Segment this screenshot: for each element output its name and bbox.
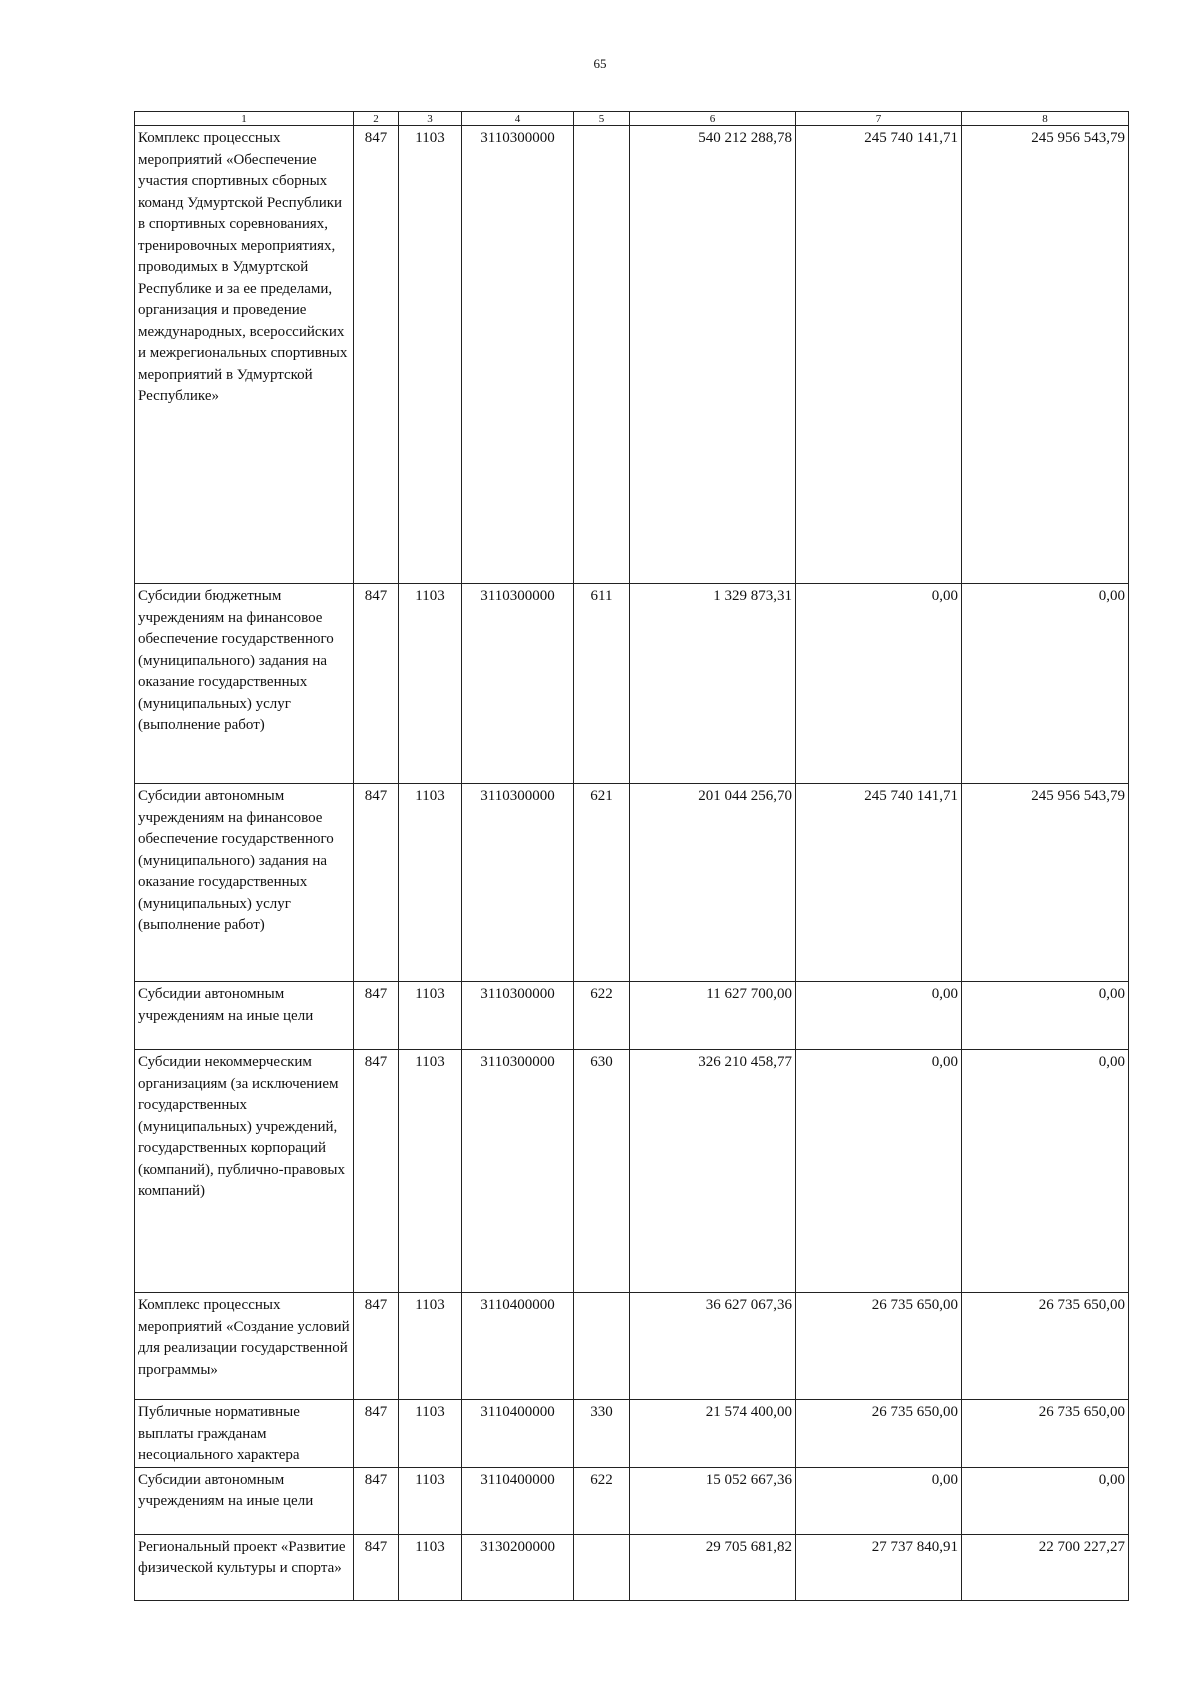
cell-amount: 0,00	[962, 1050, 1129, 1293]
cell-section: 1103	[399, 1534, 462, 1600]
cell-amount: 326 210 458,77	[630, 1050, 796, 1293]
cell-amount: 22 700 227,27	[962, 1534, 1129, 1600]
cell-type: 330	[574, 1400, 630, 1468]
cell-amount: 36 627 067,36	[630, 1293, 796, 1400]
cell-amount: 26 735 650,00	[796, 1293, 962, 1400]
column-header: 2	[354, 112, 399, 126]
cell-code: 847	[354, 584, 399, 784]
table-row	[135, 1467, 1129, 1534]
cell-type: 611	[574, 584, 630, 784]
cell-type	[574, 1534, 630, 1600]
row-name: Субсидии некоммерческим организациям (за исключением государственных (муниципальных) учреждений, государственных корпораций (компаний), публично-правовых компаний)	[135, 1050, 354, 1293]
cell-target: 3130200000	[462, 1534, 574, 1600]
cell-code: 847	[354, 1467, 399, 1534]
cell-target: 3110300000	[462, 126, 574, 584]
table-row	[135, 584, 1129, 784]
cell-amount: 245 740 141,71	[796, 126, 962, 584]
column-header: 4	[462, 112, 574, 126]
cell-code: 847	[354, 1293, 399, 1400]
row-name: Субсидии автономным учреждениям на финансовое обеспечение государственного (муниципального) задания на оказание государственных (муниципальных) услуг (выполнение работ)	[135, 784, 354, 982]
cell-amount: 26 735 650,00	[962, 1400, 1129, 1468]
cell-section: 1103	[399, 784, 462, 982]
column-header: 7	[796, 112, 962, 126]
column-number-row	[135, 112, 1129, 126]
cell-target: 3110400000	[462, 1400, 574, 1468]
cell-amount: 27 737 840,91	[796, 1534, 962, 1600]
column-header: 3	[399, 112, 462, 126]
cell-amount: 201 044 256,70	[630, 784, 796, 982]
cell-target: 3110400000	[462, 1467, 574, 1534]
cell-amount: 0,00	[796, 584, 962, 784]
cell-amount: 11 627 700,00	[630, 982, 796, 1050]
cell-target: 3110300000	[462, 982, 574, 1050]
cell-amount: 0,00	[796, 982, 962, 1050]
row-name: Комплекс процессных мероприятий «Обеспечение участия спортивных сборных команд Удмуртской Республики в спортивных соревнованиях, тренировочных мероприятиях, проводимых в Удмуртской Республике и за ее пределами, организация и проведение международных, всероссийских и межрегиональных спортивных мероприятий в Удмуртской Республике»	[135, 126, 354, 584]
cell-section: 1103	[399, 126, 462, 584]
cell-section: 1103	[399, 1467, 462, 1534]
cell-amount: 245 956 543,79	[962, 126, 1129, 584]
cell-type: 630	[574, 1050, 630, 1293]
cell-section: 1103	[399, 1400, 462, 1468]
cell-code: 847	[354, 982, 399, 1050]
cell-target: 3110400000	[462, 1293, 574, 1400]
cell-type: 622	[574, 1467, 630, 1534]
cell-amount: 15 052 667,36	[630, 1467, 796, 1534]
row-name: Региональный проект «Развитие физической культуры и спорта»	[135, 1534, 354, 1600]
cell-code: 847	[354, 784, 399, 982]
budget-table	[134, 111, 1129, 1601]
row-name: Публичные нормативные выплаты гражданам несоциального характера	[135, 1400, 354, 1468]
cell-section: 1103	[399, 982, 462, 1050]
cell-type: 621	[574, 784, 630, 982]
cell-amount: 245 740 141,71	[796, 784, 962, 982]
cell-section: 1103	[399, 584, 462, 784]
cell-target: 3110300000	[462, 1050, 574, 1293]
column-header: 1	[135, 112, 354, 126]
cell-target: 3110300000	[462, 784, 574, 982]
cell-amount: 21 574 400,00	[630, 1400, 796, 1468]
cell-section: 1103	[399, 1050, 462, 1293]
cell-amount: 26 735 650,00	[796, 1400, 962, 1468]
cell-amount: 0,00	[796, 1050, 962, 1293]
column-header: 6	[630, 112, 796, 126]
column-header: 5	[574, 112, 630, 126]
row-name: Субсидии автономным учреждениям на иные цели	[135, 982, 354, 1050]
table-row	[135, 982, 1129, 1050]
cell-amount: 0,00	[796, 1467, 962, 1534]
column-header: 8	[962, 112, 1129, 126]
cell-target: 3110300000	[462, 584, 574, 784]
cell-code: 847	[354, 126, 399, 584]
cell-amount: 26 735 650,00	[962, 1293, 1129, 1400]
cell-code: 847	[354, 1050, 399, 1293]
table-row	[135, 1400, 1129, 1468]
cell-section: 1103	[399, 1293, 462, 1400]
cell-amount: 0,00	[962, 584, 1129, 784]
row-name: Субсидии бюджетным учреждениям на финансовое обеспечение государственного (муниципального) задания на оказание государственных (муниципальных) услуг (выполнение работ)	[135, 584, 354, 784]
cell-amount: 0,00	[962, 1467, 1129, 1534]
cell-code: 847	[354, 1534, 399, 1600]
table-row	[135, 1534, 1129, 1600]
cell-amount: 1 329 873,31	[630, 584, 796, 784]
cell-code: 847	[354, 1400, 399, 1468]
row-name: Субсидии автономным учреждениям на иные цели	[135, 1467, 354, 1534]
cell-type	[574, 1293, 630, 1400]
cell-amount: 245 956 543,79	[962, 784, 1129, 982]
table-row	[135, 1050, 1129, 1293]
cell-amount: 0,00	[962, 982, 1129, 1050]
cell-amount: 29 705 681,82	[630, 1534, 796, 1600]
cell-amount: 540 212 288,78	[630, 126, 796, 584]
cell-type: 622	[574, 982, 630, 1050]
page-number: 65	[593, 56, 607, 71]
table-row	[135, 784, 1129, 982]
row-name: Комплекс процессных мероприятий «Создание условий для реализации государственной программы»	[135, 1293, 354, 1400]
table-row	[135, 126, 1129, 584]
cell-type	[574, 126, 630, 584]
table-row	[135, 1293, 1129, 1400]
